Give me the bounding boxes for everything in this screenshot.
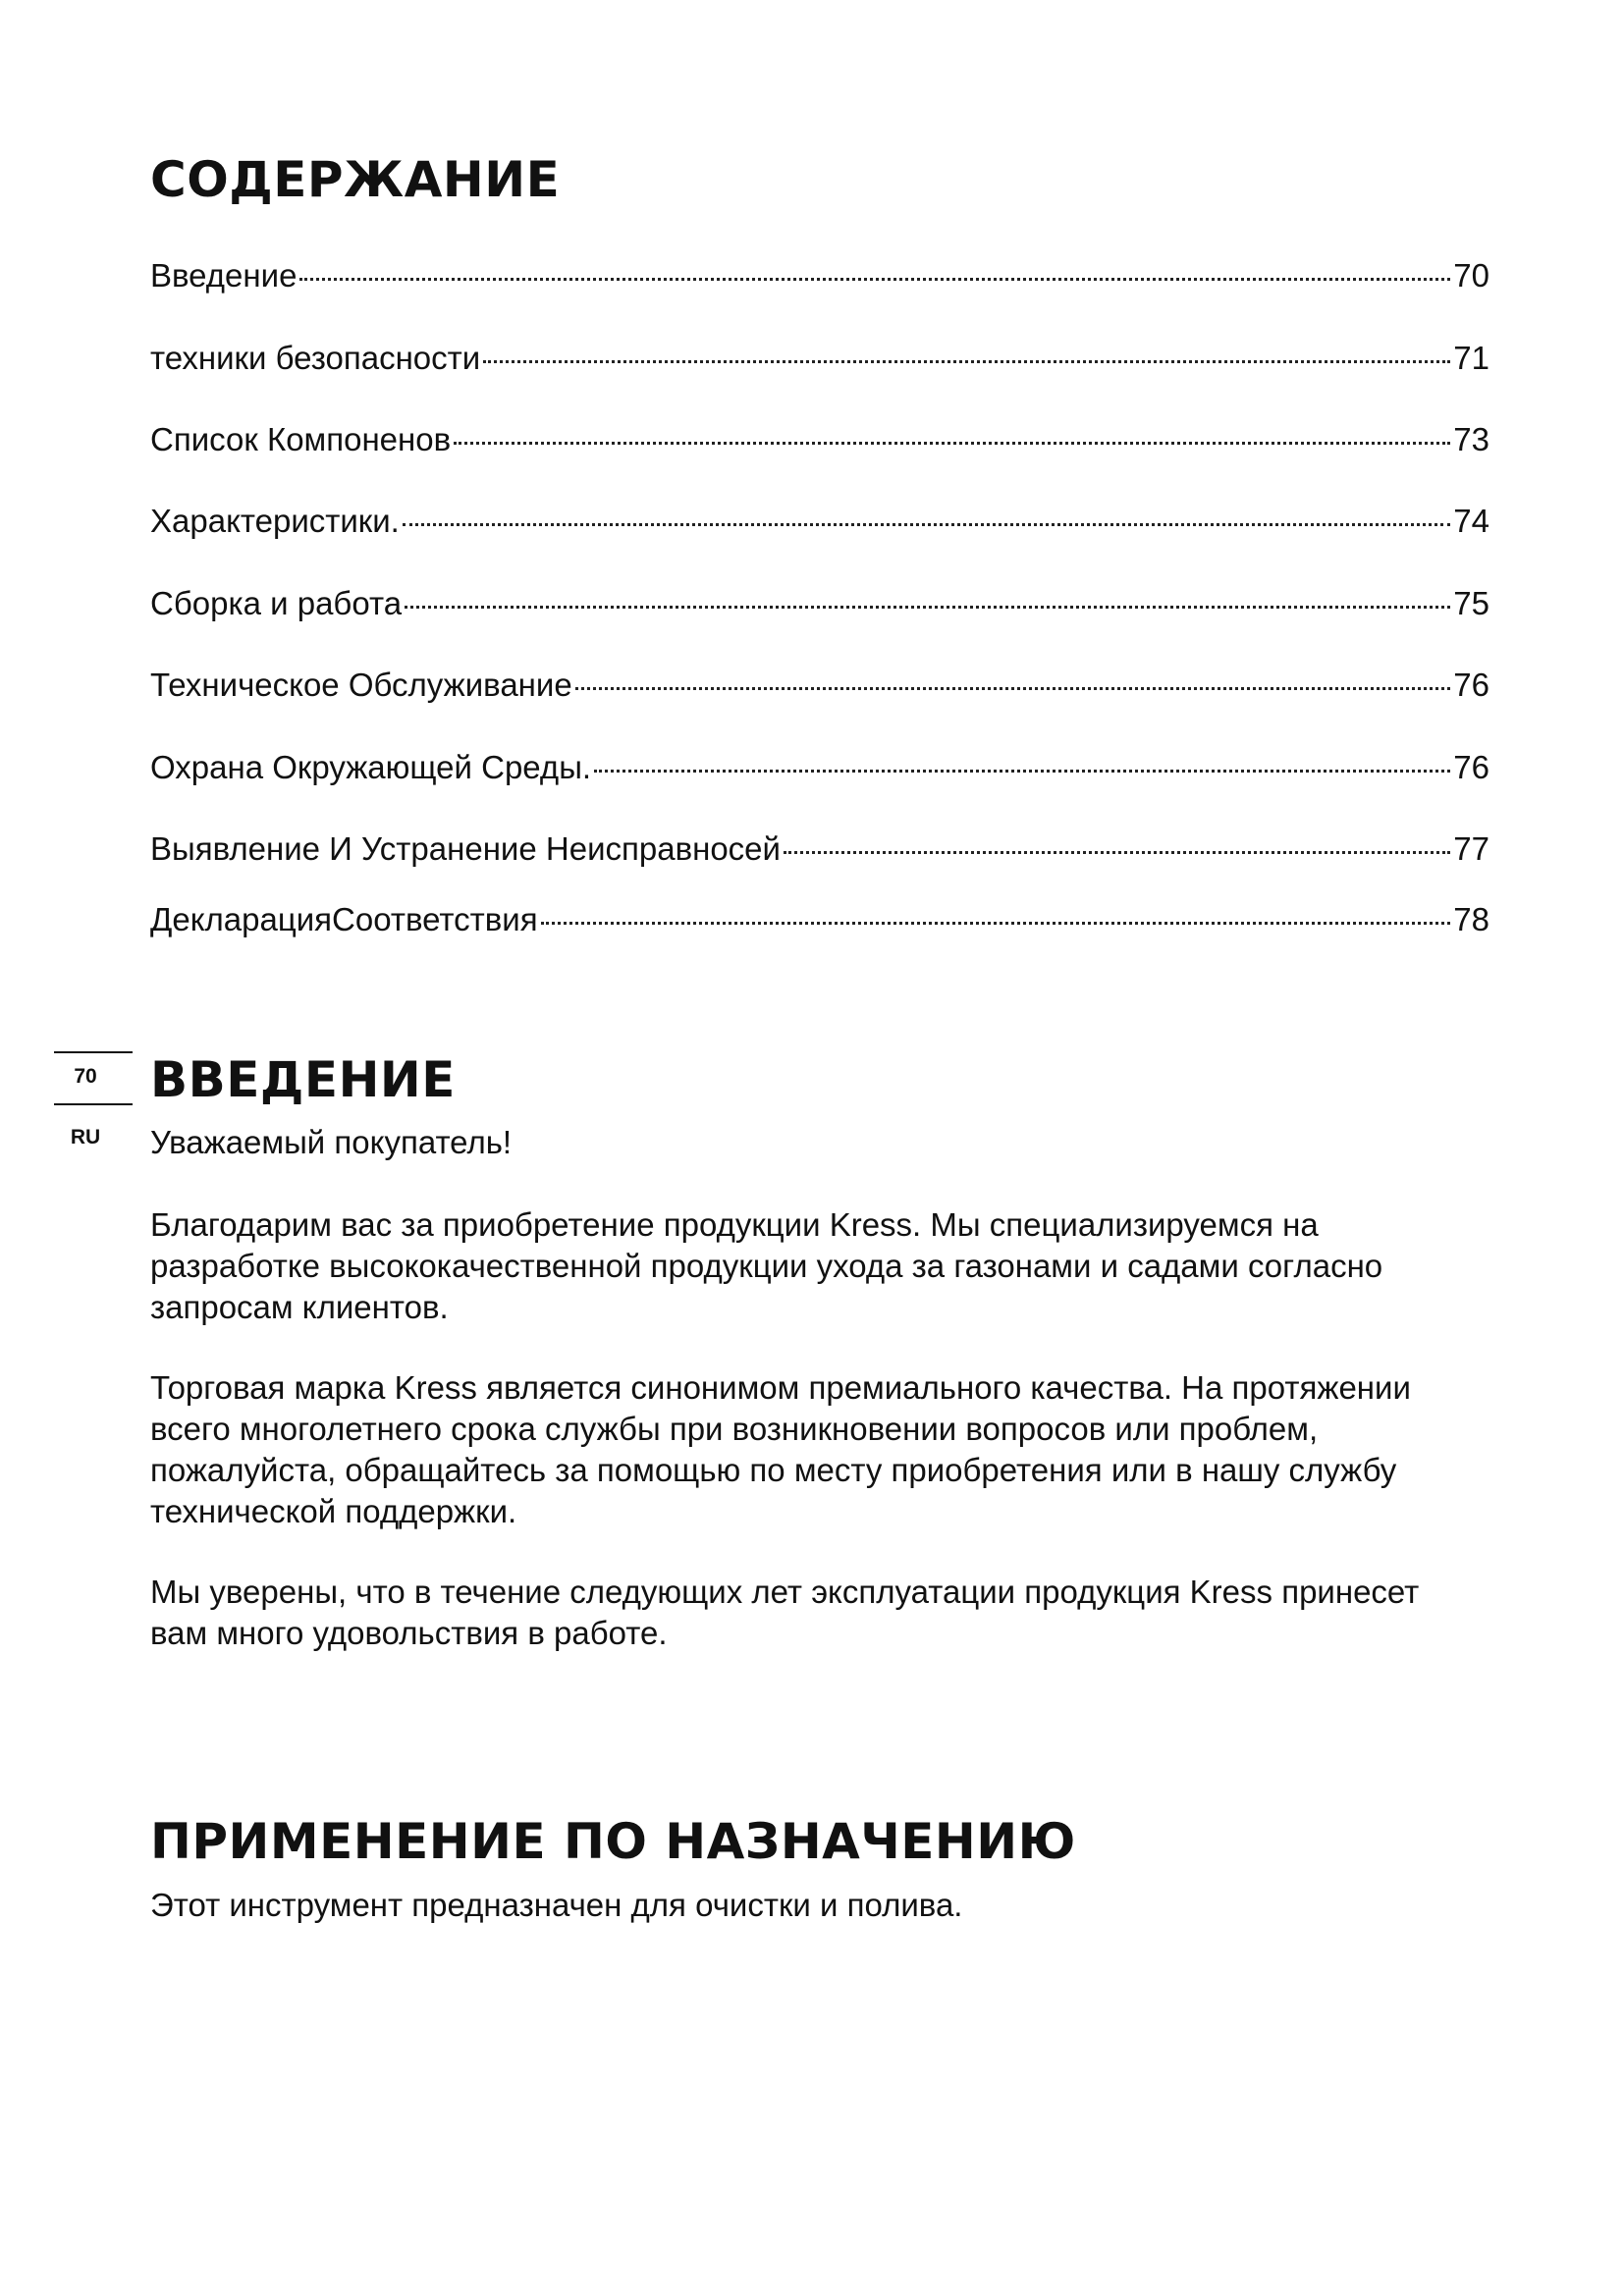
toc-entry-label: техники безопасности xyxy=(150,340,481,376)
page-marker-rule-top xyxy=(54,1051,133,1053)
usage-text: Этот инструмент предназначен для очистки и полива. xyxy=(150,1887,963,1923)
toc-entry-page: 76 xyxy=(1453,749,1489,785)
toc-entry-environment[interactable] xyxy=(150,749,1489,786)
intro-paragraph-1: Благодарим вас за приобретение продукции Kress. Мы специализируемся на разработке высококачественной продукции ухода за газонами и садами согласно запросам клиентов. xyxy=(150,1206,1383,1325)
toc-leader-dots xyxy=(784,851,1450,854)
toc-entry-specifications[interactable] xyxy=(150,503,1489,540)
page-number: 70 xyxy=(74,1065,97,1088)
intro-title: ВВЕДЕНИЕ xyxy=(150,1051,456,1108)
toc-leader-dots xyxy=(483,360,1450,363)
toc-entry-declaration[interactable] xyxy=(150,901,1489,938)
intro-paragraph-3: Мы уверены, что в течение следующих лет эксплуатации продукция Kress принесет вам много удовольствия в работе. xyxy=(150,1574,1420,1651)
toc-leader-dots xyxy=(299,278,1450,281)
intro-paragraph-2: Торговая марка Kress является синонимом премиального качества. На протяжении всего многолетнего срока службы при возникновении вопросов или проблем, пожалуйста, обращайтесь за помощью по месту приобретения или в нашу службу технической поддержки. xyxy=(150,1369,1411,1529)
usage-title: ПРИМЕНЕНИЕ ПО НАЗНАЧЕНИЮ xyxy=(150,1813,1076,1870)
toc-entry-safety[interactable] xyxy=(150,340,1489,377)
toc-entry-troubleshooting[interactable] xyxy=(150,830,1489,868)
toc-entry-maintenance[interactable] xyxy=(150,667,1489,704)
toc-entry-page: 75 xyxy=(1453,585,1489,621)
toc-entry-label: Выявление И Устранение Неисправносей xyxy=(150,830,781,867)
toc-entry-page: 74 xyxy=(1453,503,1489,539)
toc-entry-label: Сборка и работа xyxy=(150,585,403,621)
toc-entry-page: 70 xyxy=(1453,257,1489,294)
toc-entry-page: 71 xyxy=(1453,340,1489,376)
intro-greeting: Уважаемый покупатель! xyxy=(150,1124,513,1160)
toc-entry-label: Список Компоненов xyxy=(150,421,452,457)
toc-leader-dots xyxy=(405,606,1450,609)
toc-leader-dots xyxy=(575,687,1451,690)
toc-leader-dots xyxy=(541,922,1451,925)
toc-title: СОДЕРЖАНИЕ xyxy=(150,151,561,208)
toc-entry-label: Охрана Окружающей Среды. xyxy=(150,749,592,785)
toc-entry-page: 73 xyxy=(1453,421,1489,457)
toc-entry-label: ДекларацияСоответствия xyxy=(150,901,538,937)
toc-entry-page: 76 xyxy=(1453,667,1489,703)
toc-entry-assembly[interactable] xyxy=(150,585,1489,622)
toc-entry-components[interactable] xyxy=(150,421,1489,458)
toc-entry-label: Характеристики. xyxy=(150,503,400,539)
toc-leader-dots xyxy=(594,770,1450,773)
toc-entry-page: 77 xyxy=(1453,830,1489,867)
toc-entry-label: Техническое Обслуживание xyxy=(150,667,572,703)
toc-entry-page: 78 xyxy=(1453,901,1489,937)
toc-entry-introduction[interactable] xyxy=(150,257,1489,294)
language-code: RU xyxy=(70,1126,101,1148)
toc-leader-dots xyxy=(403,523,1450,526)
toc-leader-dots xyxy=(454,442,1450,445)
page-marker-rule-bottom xyxy=(54,1103,133,1105)
toc-entry-label: Введение xyxy=(150,257,298,294)
